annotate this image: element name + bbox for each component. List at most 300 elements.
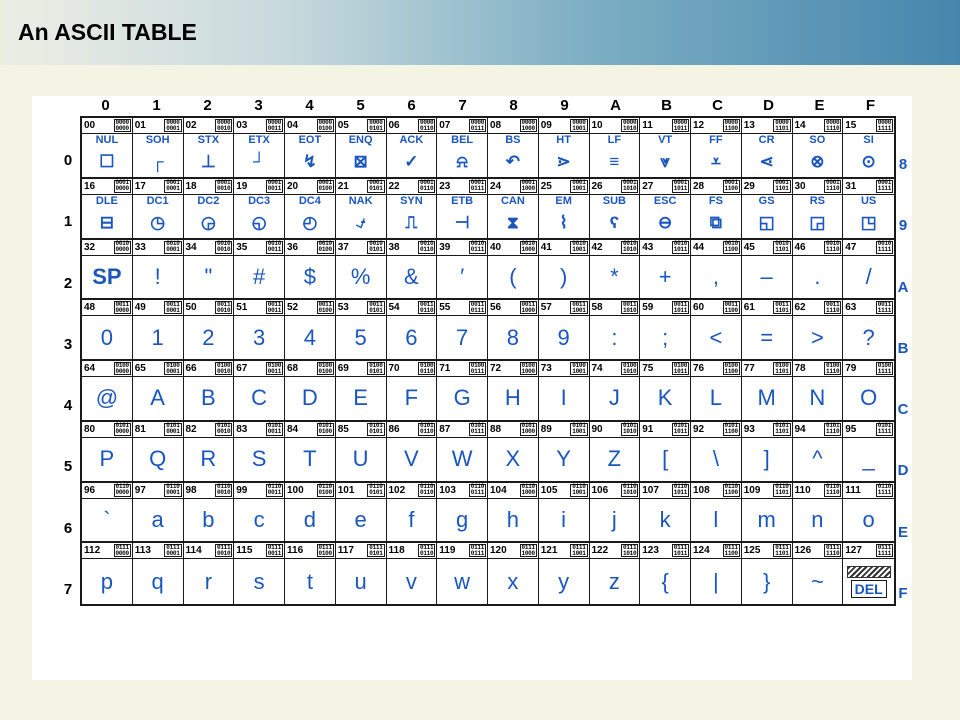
character-glyph: g [456, 506, 469, 532]
cell-code [793, 361, 843, 377]
character-glyph: Q [149, 446, 167, 472]
binary-low-nibble: 0111 [470, 367, 484, 375]
binary-high-nibble: 0110 [623, 483, 637, 490]
cell-code [793, 300, 843, 316]
binary-code [773, 362, 790, 375]
binary-low-nibble: 1011 [673, 428, 687, 436]
cell-code [843, 483, 894, 499]
binary-low-nibble: 0010 [217, 185, 231, 193]
character-glyph: b [202, 506, 215, 532]
control-name: HT [556, 134, 571, 146]
binary-low-nibble: 0110 [420, 124, 434, 132]
decimal-code: 00 [84, 120, 96, 131]
ascii-cell [437, 422, 488, 483]
decimal-code: 18 [185, 180, 197, 192]
ascii-cell [488, 300, 539, 361]
cell-code [691, 361, 741, 377]
character-glyph: T [303, 446, 317, 472]
binary-code [418, 484, 435, 497]
control-symbol: ⋗ [556, 152, 571, 172]
ascii-cell [640, 240, 691, 301]
character-glyph: & [404, 263, 419, 289]
binary-code [317, 180, 334, 193]
cell-code [234, 543, 284, 559]
control-symbol: ◶ [200, 213, 216, 233]
cell-code [539, 422, 589, 438]
cell-code [843, 361, 894, 377]
control-name: DC4 [298, 194, 321, 207]
binary-high-nibble: 0100 [724, 361, 738, 369]
binary-low-nibble: 0111 [470, 185, 484, 193]
character-glyph: $ [303, 263, 316, 289]
decimal-code: 31 [845, 180, 857, 192]
ascii-cell [742, 300, 793, 361]
ascii-cell [387, 422, 438, 483]
ascii-cell [640, 300, 691, 361]
binary-low-nibble: 1010 [623, 306, 637, 314]
binary-high-nibble: 0100 [521, 361, 535, 369]
ascii-cell [133, 179, 184, 240]
ascii-cell [133, 483, 184, 544]
binary-code [621, 423, 638, 436]
character-glyph: i [561, 506, 567, 532]
binary-high-nibble: 0110 [826, 483, 840, 490]
binary-high-nibble: 0011 [826, 300, 840, 308]
binary-code [114, 484, 131, 497]
binary-code [723, 241, 740, 254]
cell-code [437, 118, 487, 134]
character-glyph: . [814, 263, 821, 289]
character-glyph: m [757, 506, 776, 532]
binary-high-nibble: 0011 [369, 300, 383, 308]
control-name: CR [758, 134, 775, 146]
binary-high-nibble: 0001 [267, 179, 281, 187]
decimal-code: 53 [337, 302, 349, 314]
cell-code [336, 118, 386, 134]
binary-high-nibble: 0000 [877, 118, 891, 126]
cell-code [234, 422, 284, 438]
decimal-code: 103 [439, 484, 456, 496]
cell-code [184, 179, 234, 195]
binary-code [824, 119, 841, 132]
binary-high-nibble: 0110 [877, 483, 891, 490]
ascii-cell [387, 543, 438, 604]
ascii-cell [640, 483, 691, 544]
binary-code [723, 180, 740, 193]
binary-low-nibble: 0000 [115, 489, 129, 496]
ascii-cell [285, 118, 336, 179]
binary-high-nibble: 0000 [115, 118, 129, 126]
binary-low-nibble: 1110 [826, 549, 840, 557]
control-symbol: ↶ [505, 152, 520, 172]
character-glyph: 0 [100, 324, 113, 350]
binary-low-nibble: 0010 [217, 124, 231, 132]
ascii-cell [691, 300, 742, 361]
binary-code [672, 180, 689, 193]
decimal-code: 19 [236, 180, 248, 192]
cell-code [590, 118, 640, 134]
binary-high-nibble: 0111 [318, 543, 332, 551]
cell-code [336, 300, 386, 316]
decimal-code: 97 [134, 484, 146, 496]
binary-high-nibble: 0010 [166, 240, 180, 247]
binary-low-nibble: 1011 [673, 367, 687, 375]
binary-code [520, 362, 537, 375]
decimal-code: 36 [287, 241, 299, 253]
control-symbol: ⊙ [861, 152, 876, 172]
cell-code [184, 118, 234, 134]
binary-low-nibble: 1100 [724, 185, 738, 193]
control-symbol: ◵ [251, 213, 267, 233]
cell-code [133, 483, 183, 499]
character-glyph: k [659, 506, 671, 532]
cell-code [234, 179, 284, 195]
binary-high-nibble: 0000 [369, 118, 383, 126]
binary-code [824, 484, 841, 497]
ascii-cell [184, 118, 235, 179]
cell-code [793, 483, 843, 499]
cell-code [590, 422, 640, 438]
control-symbol: ┌ [151, 152, 164, 172]
decimal-code: 50 [185, 302, 197, 314]
column-header: F [865, 97, 876, 114]
ascii-cell [488, 361, 539, 422]
cell-code [742, 179, 792, 195]
binary-code [114, 241, 131, 254]
cell-code [691, 422, 741, 438]
binary-low-nibble: 0110 [420, 367, 434, 375]
ascii-cell [843, 300, 894, 361]
binary-low-nibble: 1111 [877, 185, 891, 193]
binary-low-nibble: 0101 [369, 124, 383, 132]
ascii-cell [82, 483, 133, 544]
character-glyph: ] [763, 446, 770, 472]
binary-low-nibble: 1110 [826, 124, 840, 132]
cell-code [488, 300, 538, 316]
binary-high-nibble: 0010 [826, 240, 840, 247]
binary-low-nibble: 1001 [572, 246, 586, 253]
binary-high-nibble: 0010 [318, 240, 332, 247]
decimal-code: 110 [794, 484, 811, 496]
ascii-cell [285, 543, 336, 604]
character-glyph: { [661, 568, 669, 594]
ascii-cell [742, 240, 793, 301]
ascii-cell [488, 483, 539, 544]
ascii-cell [843, 361, 894, 422]
binary-code [672, 119, 689, 132]
decimal-code: 68 [287, 363, 299, 374]
cell-code [539, 361, 589, 377]
ascii-cell [387, 118, 438, 179]
binary-code [773, 484, 790, 497]
decimal-code: 123 [642, 545, 659, 557]
binary-code [520, 423, 537, 436]
binary-code [469, 423, 486, 436]
cell-code [184, 361, 234, 377]
control-name: NAK [348, 194, 373, 207]
binary-code [621, 180, 638, 193]
ascii-cell [539, 483, 590, 544]
binary-low-nibble: 1010 [623, 428, 637, 436]
cell-code [640, 543, 690, 559]
binary-high-nibble: 0111 [877, 543, 891, 551]
decimal-code: 14 [794, 120, 806, 131]
decimal-code: 09 [540, 120, 552, 131]
control-symbol: ◱ [758, 213, 775, 233]
decimal-code: 32 [84, 241, 96, 253]
binary-low-nibble: 0100 [318, 428, 332, 436]
ascii-cell [184, 179, 235, 240]
binary-low-nibble: 0011 [267, 367, 281, 375]
cell-code [742, 300, 792, 316]
character-glyph: 2 [202, 324, 215, 350]
control-symbol: ⧉ [709, 213, 722, 233]
binary-code [570, 423, 587, 436]
binary-low-nibble: 1110 [826, 367, 840, 375]
decimal-code: 117 [337, 545, 354, 557]
binary-code [723, 362, 740, 375]
character-glyph: @ [95, 385, 119, 411]
binary-code [570, 180, 587, 193]
binary-high-nibble: 0011 [318, 300, 332, 308]
cell-code [539, 300, 589, 316]
binary-low-nibble: 0111 [470, 124, 484, 132]
decimal-code: 98 [185, 484, 197, 496]
row-label-right: 9 [898, 217, 908, 235]
binary-code [520, 119, 537, 132]
cell-code [234, 483, 284, 499]
binary-code [367, 180, 384, 193]
binary-low-nibble: 1010 [623, 367, 637, 375]
cell-code [640, 300, 690, 316]
binary-low-nibble: 0001 [166, 367, 180, 375]
ascii-cell [793, 422, 844, 483]
decimal-code: 100 [287, 484, 304, 496]
binary-code [215, 544, 232, 557]
binary-low-nibble: 1010 [623, 185, 637, 193]
binary-low-nibble: 1001 [572, 428, 586, 436]
decimal-code: 51 [236, 302, 248, 314]
binary-high-nibble: 0110 [724, 483, 738, 490]
cell-code [387, 483, 437, 499]
decimal-code: 42 [591, 241, 603, 253]
decimal-code: 75 [642, 363, 654, 374]
cell-code [539, 483, 589, 499]
row-label-left: 0 [63, 152, 73, 169]
binary-code [164, 241, 181, 254]
control-name: ACK [399, 134, 424, 146]
control-name: EM [555, 194, 572, 207]
control-name: DC2 [197, 194, 220, 207]
character-glyph: * [610, 263, 619, 289]
cell-code [336, 240, 386, 256]
binary-code [773, 544, 790, 557]
binary-low-nibble: 0010 [217, 549, 231, 557]
binary-code [114, 423, 131, 436]
cell-code [437, 483, 487, 499]
character-glyph: V [404, 446, 419, 472]
cell-code [843, 179, 894, 195]
binary-code [723, 301, 740, 314]
decimal-code: 04 [287, 120, 299, 131]
cell-code [437, 422, 487, 438]
ascii-cell [82, 422, 133, 483]
binary-code [824, 180, 841, 193]
binary-code [520, 180, 537, 193]
binary-low-nibble: 1001 [572, 124, 586, 132]
binary-low-nibble: 1110 [826, 306, 840, 314]
cell-code [742, 543, 792, 559]
cell-code [234, 240, 284, 256]
ascii-cell [843, 543, 894, 604]
binary-code [367, 423, 384, 436]
decimal-code: 33 [134, 241, 146, 253]
cell-code [184, 240, 234, 256]
character-glyph: < [709, 324, 723, 350]
ascii-cell [793, 118, 844, 179]
ascii-cell [691, 118, 742, 179]
character-glyph: C [251, 385, 268, 411]
decimal-code: 28 [693, 180, 705, 192]
decimal-code: 43 [642, 241, 654, 253]
ascii-cell [336, 361, 387, 422]
binary-code [469, 301, 486, 314]
binary-low-nibble: 0111 [470, 306, 484, 314]
decimal-code: 108 [693, 484, 710, 496]
control-name: SO [809, 134, 826, 146]
binary-low-nibble: 1111 [877, 428, 891, 436]
binary-low-nibble: 0110 [420, 428, 434, 436]
binary-low-nibble: 1101 [775, 489, 789, 496]
decimal-code: 07 [439, 120, 451, 131]
decimal-code: 94 [794, 423, 806, 435]
control-name: ESC [653, 194, 677, 207]
cell-code [437, 543, 487, 559]
cell-code [640, 422, 690, 438]
binary-high-nibble: 0100 [572, 361, 586, 369]
binary-high-nibble: 0101 [115, 422, 129, 430]
binary-code [621, 241, 638, 254]
control-name: GS [758, 194, 775, 207]
binary-low-nibble: 0001 [166, 185, 180, 193]
ascii-cell [691, 179, 742, 240]
character-glyph: D [301, 385, 318, 411]
decimal-code: 61 [743, 302, 755, 314]
ascii-cell [488, 118, 539, 179]
character-glyph: _ [862, 446, 875, 472]
decimal-code: 116 [287, 545, 304, 557]
binary-high-nibble: 0000 [267, 118, 281, 126]
decimal-code: 69 [337, 363, 349, 374]
binary-code [266, 241, 283, 254]
control-symbol: ⊖ [658, 213, 673, 233]
binary-high-nibble: 0010 [470, 240, 484, 247]
column-header: 5 [356, 97, 365, 114]
character-glyph: W [451, 446, 473, 472]
binary-high-nibble: 0110 [166, 483, 180, 490]
binary-low-nibble: 0100 [318, 306, 332, 314]
decimal-code: 95 [845, 423, 857, 435]
ascii-cell [184, 361, 235, 422]
character-glyph: [ [662, 446, 669, 472]
control-symbol: ⍾ [456, 152, 468, 172]
binary-low-nibble: 0110 [420, 306, 434, 314]
binary-high-nibble: 0101 [420, 422, 434, 430]
control-symbol: ◲ [809, 213, 826, 233]
ascii-cell [742, 483, 793, 544]
character-glyph: E [353, 385, 368, 411]
binary-code [469, 544, 486, 557]
cell-code [488, 118, 538, 134]
cell-code [285, 300, 335, 316]
cell-code [133, 300, 183, 316]
ascii-cell [336, 422, 387, 483]
ascii-cell [82, 118, 133, 179]
binary-code [367, 119, 384, 132]
binary-low-nibble: 0000 [115, 246, 129, 253]
binary-code [672, 241, 689, 254]
cell-code [793, 240, 843, 256]
character-glyph: c [253, 506, 265, 532]
binary-high-nibble: 0111 [826, 543, 840, 551]
binary-low-nibble: 1101 [775, 306, 789, 314]
decimal-code: 45 [743, 241, 755, 253]
ascii-cell [843, 118, 894, 179]
binary-code [367, 241, 384, 254]
cell-code [793, 118, 843, 134]
binary-code [621, 362, 638, 375]
binary-low-nibble: 1101 [775, 124, 789, 132]
binary-low-nibble: 1001 [572, 489, 586, 496]
decimal-code: 115 [236, 545, 253, 557]
cell-code [793, 179, 843, 195]
binary-high-nibble: 0001 [217, 179, 231, 187]
binary-low-nibble: 1110 [826, 185, 840, 193]
binary-code [824, 423, 841, 436]
binary-code [215, 119, 232, 132]
binary-low-nibble: 0000 [115, 367, 129, 375]
binary-high-nibble: 0000 [623, 118, 637, 126]
cell-code [336, 543, 386, 559]
cell-code [539, 179, 589, 195]
decimal-code: 91 [642, 423, 654, 435]
row-label-right: E [897, 523, 908, 541]
binary-low-nibble: 0001 [166, 246, 180, 253]
control-name: EOT [298, 134, 322, 146]
ascii-cell [437, 483, 488, 544]
character-glyph: I [560, 385, 567, 411]
binary-high-nibble: 0110 [420, 483, 434, 490]
binary-high-nibble: 0111 [267, 543, 281, 551]
binary-high-nibble: 0001 [369, 179, 383, 187]
binary-code [570, 362, 587, 375]
character-glyph: f [408, 506, 415, 532]
control-name: VT [658, 134, 673, 146]
decimal-code: 105 [540, 484, 558, 496]
binary-high-nibble: 0010 [267, 240, 281, 247]
binary-high-nibble: 0001 [826, 179, 840, 187]
binary-low-nibble: 1101 [775, 549, 789, 557]
binary-code [621, 484, 638, 497]
binary-high-nibble: 0000 [826, 118, 840, 126]
binary-low-nibble: 1000 [521, 185, 535, 193]
decimal-code: 118 [388, 545, 405, 557]
decimal-code: 112 [84, 545, 101, 557]
cell-code [488, 179, 538, 195]
binary-low-nibble: 1011 [673, 124, 687, 132]
binary-low-nibble: 0100 [318, 124, 332, 132]
binary-low-nibble: 0000 [115, 306, 129, 314]
